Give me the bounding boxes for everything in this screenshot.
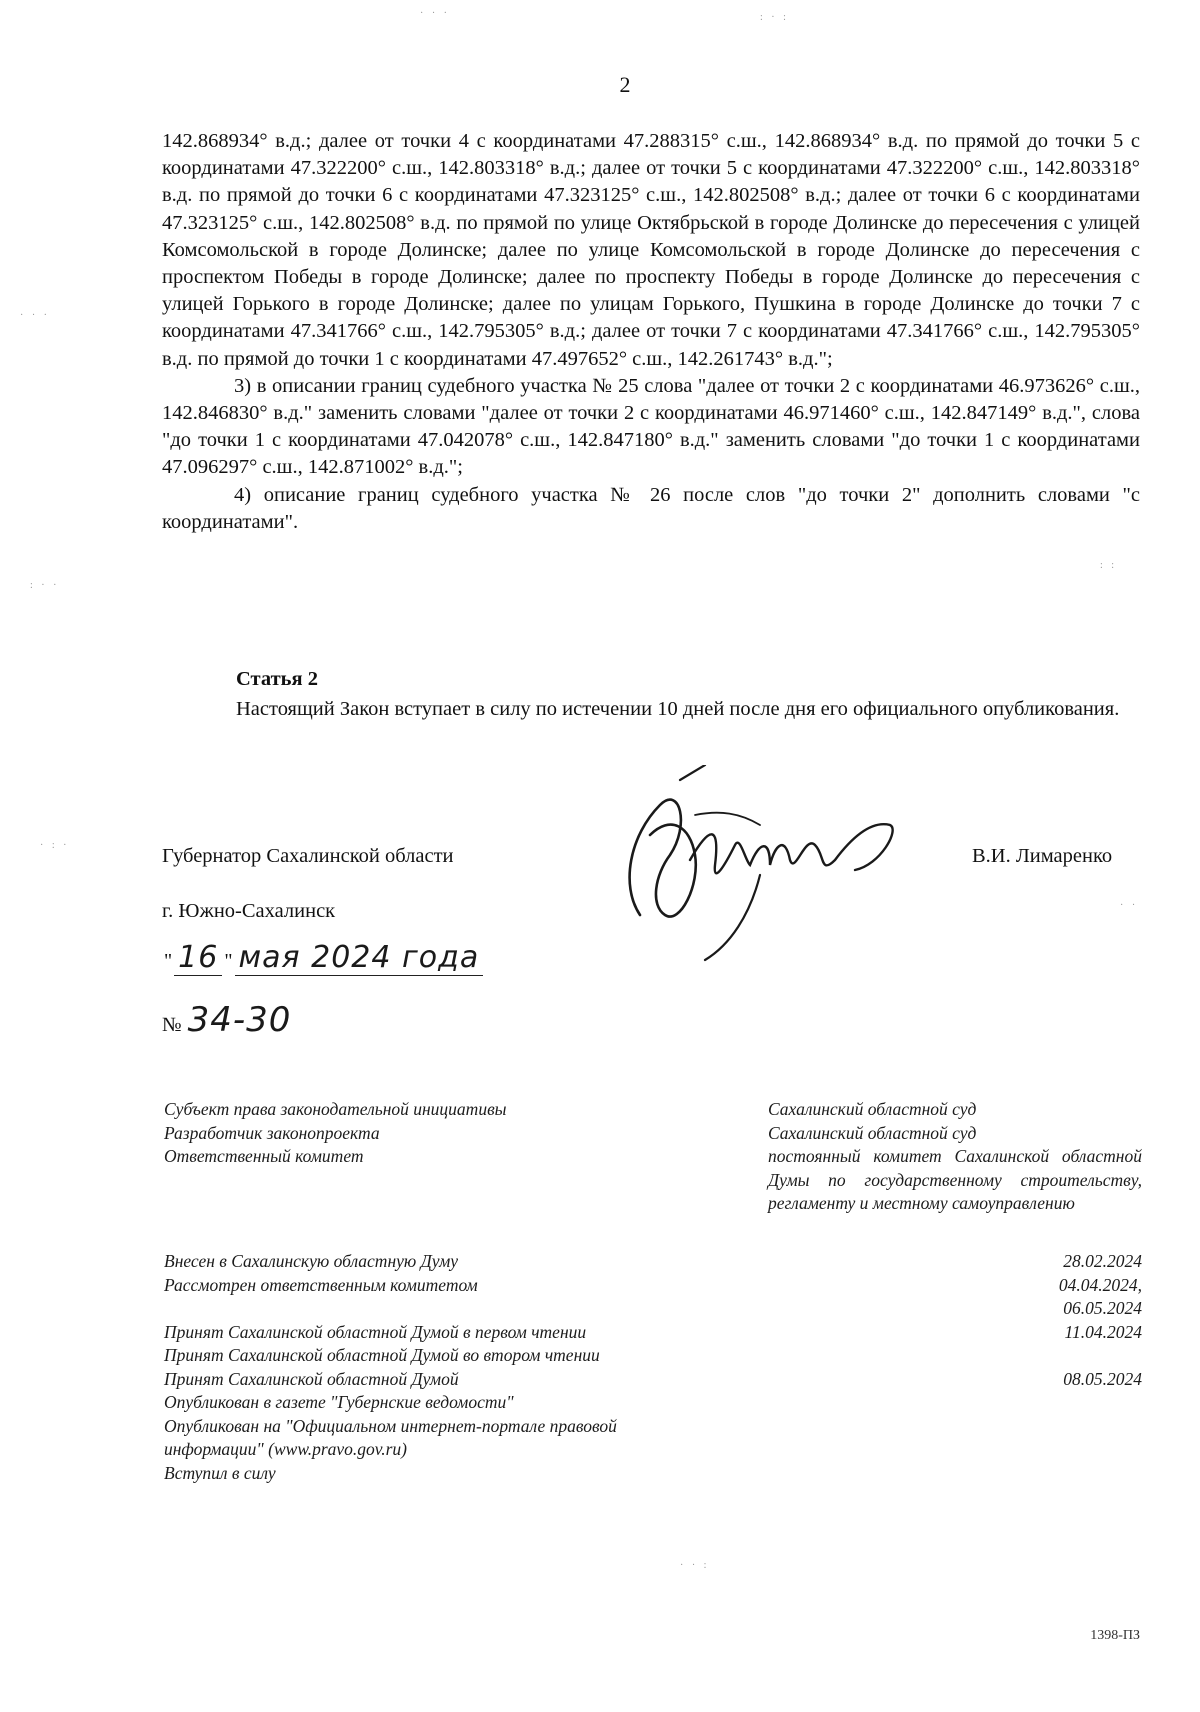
signing-date xyxy=(162,940,483,976)
scan-noise: : : xyxy=(1100,560,1118,571)
meta-value: Сахалинский областной суд xyxy=(768,1099,977,1119)
meta-label: Ответственный комитет xyxy=(164,1146,364,1166)
governor-title: Губернатор Сахалинской области xyxy=(162,845,454,867)
history-label: Опубликован на "Официальном интернет-портале правовой xyxy=(164,1415,617,1436)
date-month-year: мая 2024 года xyxy=(235,940,484,976)
paragraph-item-4: 4) описание границ судебного участка № 26 после слов "до точки 2" дополнить словами "с координатами". xyxy=(162,483,1140,533)
history-label: Внесен в Сахалинскую областную Думу xyxy=(164,1251,459,1271)
meta-label: Субъект права законодательной инициативы xyxy=(164,1099,507,1119)
history-label: Принят Сахалинской областной Думой в первом чтении xyxy=(164,1321,587,1342)
paragraph-continuation: 142.868934° в.д.; далее от точки 4 с координатами 47.288315° с.ш., 142.868934° в.д. по прямой до точки 5 с координатами 47.322200° с.ш., 142.803318° в.д.; далее от точки 5 с координатами 47.322200° с.ш., 142.803318° в.д. по прямой до точки 6 с координатами 47.323125° с.ш., 142.802508° в.д.; далее от точки 6 с координатами 47.323125° с.ш., 142.802508° в.д. по прямой по улице Октябрьской в городе Долинске до пересечения с улицей Комсомольской в городе Долинске; далее по улице Комсомольской в городе Долинске до пересечения с проспектом Победы в городе Долинске; далее по проспекту Победы в городе Долинске до пересечения с улицей Горького в городе Долинске; далее по улицам Горького, Пушкина в городе Долинске до точки 7 с координатами 47.341766° с.ш., 142.795305° в.д.; далее от точки 7 с координатами 47.341766° с.ш., 142.795305° в.д. по прямой до точки 1 с координатами 47.497652° с.ш., 142.261743° в.д."; xyxy=(162,130,1140,370)
scan-noise: : · · xyxy=(30,580,60,591)
history-label: Рассмотрен ответственным комитетом xyxy=(164,1274,478,1295)
history-label: Принят Сахалинской областной Думой xyxy=(164,1368,459,1389)
article-text xyxy=(162,695,1140,723)
law-body-text xyxy=(162,128,1140,536)
history-label: Опубликован в газете "Губернские ведомости" xyxy=(164,1392,514,1412)
scan-noise: : · : xyxy=(760,12,789,23)
handwritten-signature xyxy=(610,765,910,965)
history-label: информации" (www.pravo.gov.ru) xyxy=(164,1439,408,1459)
number-prefix: № xyxy=(162,1014,182,1036)
document-code: 1398-ПЗ xyxy=(1090,1628,1140,1643)
scan-noise: · · · xyxy=(20,310,50,321)
meta-values xyxy=(768,1098,1142,1216)
history-label xyxy=(164,1297,617,1321)
page-number: 2 xyxy=(619,72,631,97)
history-date: 11.04.2024 xyxy=(1064,1321,1142,1342)
governor-name: В.И. Лимаренко xyxy=(972,845,1113,867)
history-date: 28.02.2024 xyxy=(1063,1251,1142,1271)
article-paragraph: Настоящий Закон вступает в силу по истечении 10 дней после дня его официального опубликования. xyxy=(236,698,1120,720)
meta-labels xyxy=(164,1098,507,1169)
meta-value: Сахалинский областной суд xyxy=(768,1122,977,1143)
scan-noise: · · · xyxy=(420,8,450,19)
law-number xyxy=(162,1000,291,1040)
meta-label: Разработчик законопроекта xyxy=(164,1122,380,1143)
history-date: 04.04.2024, xyxy=(1058,1274,1142,1295)
scan-noise: · · xyxy=(1120,900,1139,911)
history-labels xyxy=(164,1250,617,1485)
history-dates xyxy=(990,1250,1142,1391)
paragraph-item-3: 3) в описании границ судебного участка № 25 слова "далее от точки 2 с координатами 46.973626° с.ш., 142.846830° в.д." заменить словами "далее от точки 2 с координатами 46.971460° с.ш., 142.847149° в.д.", слова "до точки 1 с координатами 47.042078° с.ш., 142.847180° в.д." заменить словами "до точки 1 с координатами 47.096297° с.ш., 142.871002° в.д."; xyxy=(162,374,1140,479)
meta-value: постоянный комитет Сахалинской областной Думы по государственному строительству, регламенту и местному самоуправлению xyxy=(768,1146,1142,1213)
date-open-quote: " xyxy=(164,950,173,972)
history-date: 08.05.2024 xyxy=(1063,1368,1142,1389)
scan-noise: · : · xyxy=(40,840,70,851)
scan-noise: · · : xyxy=(680,1560,710,1571)
date-close-quote: " xyxy=(224,950,233,972)
history-label: Вступил в силу xyxy=(164,1462,276,1483)
date-day: 16 xyxy=(174,940,222,976)
number-value: 34-30 xyxy=(187,1000,292,1040)
history-date xyxy=(990,1344,1142,1368)
article-heading: Статья 2 xyxy=(236,668,318,690)
history-label: Принят Сахалинской областной Думой во втором чтении xyxy=(164,1345,600,1365)
signing-city: г. Южно-Сахалинск xyxy=(162,900,336,922)
history-date: 06.05.2024 xyxy=(1063,1298,1142,1318)
